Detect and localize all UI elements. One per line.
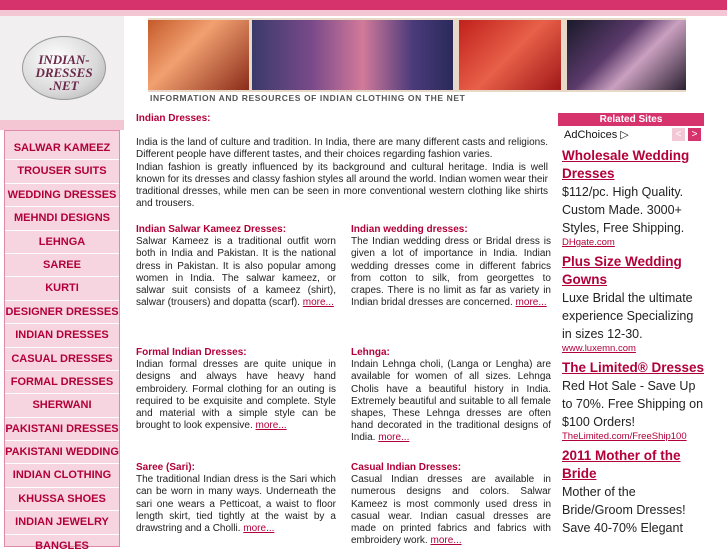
logo-line-2: DRESSES — [35, 65, 93, 80]
nav-item-lehnga[interactable]: LEHNGA — [5, 231, 119, 254]
saree-section — [136, 462, 336, 535]
formal-heading: Formal Indian Dresses: — [136, 347, 247, 358]
casual-more-link[interactable]: more... — [430, 535, 462, 547]
lehnga-more-link[interactable]: more... — [378, 432, 410, 444]
ad-title[interactable]: 2011 Mother of the Bride — [562, 448, 681, 481]
banner-image-4 — [567, 20, 686, 90]
nav-item-khussa-shoes[interactable]: KHUSSA SHOES — [5, 488, 119, 511]
logo-area — [0, 16, 124, 120]
header-banner — [148, 18, 686, 104]
ad-title[interactable]: Wholesale Wedding Dresses — [562, 148, 690, 181]
logo-line-1: INDIAN- — [38, 52, 90, 67]
nav-item-pakistani-wedding[interactable]: PAKISTANI WEDDING — [5, 441, 119, 464]
nav-item-saree[interactable]: SAREE — [5, 254, 119, 277]
ad-title[interactable]: Plus Size Wedding Gowns — [562, 254, 682, 287]
ad-item — [558, 359, 704, 443]
nav-item-wedding-dresses[interactable]: WEDDING DRESSES — [5, 184, 119, 207]
intro-section — [136, 113, 548, 210]
ad-text: Mother of the Bride/Groom Dresses! Save 40-70% Elegant — [562, 485, 686, 535]
nav-item-kurti[interactable]: KURTI — [5, 277, 119, 300]
nav-item-mehndi-designs[interactable]: MEHNDI DESIGNS — [5, 207, 119, 230]
nav-item-indian-clothing[interactable]: INDIAN CLOTHING — [5, 464, 119, 487]
nav-item-salwar-kameez[interactable]: SALWAR KAMEEZ — [5, 137, 119, 160]
nav-item-sherwani[interactable]: SHERWANI — [5, 394, 119, 417]
nav-item-indian-dresses[interactable]: INDIAN DRESSES — [5, 324, 119, 347]
ads-next-button[interactable]: > — [688, 128, 701, 141]
ad-url[interactable]: www.luxemn.com — [562, 343, 636, 354]
formal-more-link[interactable]: more... — [255, 420, 287, 432]
salwar-section — [136, 224, 336, 309]
ad-url[interactable]: TheLimited.com/FreeShip100 — [562, 431, 687, 442]
casual-heading: Casual Indian Dresses: — [351, 462, 462, 473]
casual-text: Casual Indian dresses are available in numerous designs and colors. Salwar Kameez is most commonly used dress in casual wear. Indian casual dresses are made on printed fabrics and fabrics with embroidery work. — [351, 474, 551, 547]
intro-paragraph-2: Indian fashion is greatly influenced by its background and cultural heritage. India is well known for its dresses and classy fashion styles all around the world. Indian women wear their traditional dresses, while men can be seen in more conventional western clothing like shirts and trousers. — [136, 161, 548, 210]
banner-image-3 — [459, 20, 561, 90]
page-title: Indian Dresses: — [136, 113, 211, 124]
salwar-heading: Indian Salwar Kameez Dresses: — [136, 224, 287, 235]
nav-item-pakistani-dresses[interactable]: PAKISTANI DRESSES — [5, 418, 119, 441]
logo-text — [23, 53, 105, 92]
adchoices-label[interactable]: AdChoices — [564, 129, 618, 141]
lehnga-section — [351, 347, 551, 445]
saree-text: The traditional Indian dress is the Sari which can be worn in many ways. Underneath the sari one wears a Petticoat, a waist to floor length skirt, tied tightly at the waist by a drawstring and a Cholli. — [136, 474, 336, 535]
formal-text: Indian formal dresses are quite unique in designs and always have heavy hand embroidery. Formal clothing for an outing is required to be exquisite and complete. Style and material with a simple style can be brought to look expensive. — [136, 359, 336, 432]
nav-item-trouser-suits[interactable]: TROUSER SUITS — [5, 160, 119, 183]
banner-image-1 — [148, 20, 249, 90]
related-sites-panel — [558, 113, 704, 545]
nav-item-formal-dresses[interactable]: FORMAL DRESSES — [5, 371, 119, 394]
formal-section — [136, 347, 336, 432]
ad-text: Red Hot Sale - Save Up to 70%. Free Shipping on $100 Orders! — [562, 379, 704, 429]
wedding-section — [351, 224, 551, 309]
ad-text: Luxe Bridal the ultimate experience Specializing in sizes 12-30. — [562, 291, 694, 341]
ad-item — [558, 253, 704, 355]
salwar-more-link[interactable]: more... — [302, 297, 334, 309]
salwar-text: Salwar Kameez is a traditional outfit worn both in India and Pakistan. It is the national dress in Pakistan. It is also popular among women in India. The salwar kameez, or salwar suit consists of a kameez (shirt), salwar (trousers) and dopatta (scarf). — [136, 236, 336, 309]
wedding-heading: Indian wedding dresses: — [351, 224, 468, 235]
lehnga-heading: Lehnga: — [351, 347, 390, 358]
ad-item — [558, 447, 704, 537]
sidebar-strip — [0, 120, 124, 130]
banner-image-2 — [252, 20, 453, 90]
wedding-more-link[interactable]: more... — [515, 297, 547, 309]
casual-section — [351, 462, 551, 547]
nav-item-designer-dresses[interactable]: DESIGNER DRESSES — [5, 301, 119, 324]
adchoices-icon[interactable]: ▷ — [620, 129, 629, 141]
ad-title[interactable]: The Limited® Dresses — [562, 360, 704, 375]
logo-line-3: .NET — [49, 78, 79, 93]
nav-item-casual-dresses[interactable]: CASUAL DRESSES — [5, 348, 119, 371]
related-sites-title: Related Sites — [558, 113, 704, 126]
top-bar — [0, 0, 727, 10]
nav-item-indian-jewelry[interactable]: INDIAN JEWELRY — [5, 511, 119, 534]
site-logo[interactable] — [22, 36, 106, 100]
ad-text: $112/pc. High Quality. Custom Made. 3000+ Styles, Free Shipping. — [562, 185, 685, 235]
nav-item-bangles[interactable]: BANGLES — [5, 535, 119, 558]
sidebar-nav — [4, 130, 120, 552]
saree-more-link[interactable]: more... — [243, 523, 275, 535]
lehnga-text: Indain Lehnga choli, (Langa or Lengha) are available for women of all sizes. Lehnga Cholis have a beautiful history in India. Extremely beautiful and suitable to all female shapes, These Lehnga dresses are often hand decorated in the traditional designs of India. — [351, 359, 551, 444]
banner-tagline: INFORMATION AND RESOURCES OF INDIAN CLOTHING ON THE NET — [148, 92, 688, 104]
ad-url[interactable]: DHgate.com — [562, 237, 615, 248]
ad-item — [558, 147, 704, 249]
wedding-text: The Indian wedding dress or Bridal dress is given a lot of importance in India. Indian wedding dresses come in different fabrics from cotton to silk, from georgettes to crapes. There is no limit as far as variety in Indian bridal dresses are concerned. — [351, 236, 551, 309]
saree-heading: Saree (Sari): — [136, 462, 195, 473]
adchoices-row — [558, 127, 704, 143]
intro-paragraph-1: India is the land of culture and tradition. In India, there are many different casts and religions. Different people have different tastes, and their choices regarding fashion varies. — [136, 137, 548, 161]
ads-prev-button[interactable]: < — [672, 128, 685, 141]
